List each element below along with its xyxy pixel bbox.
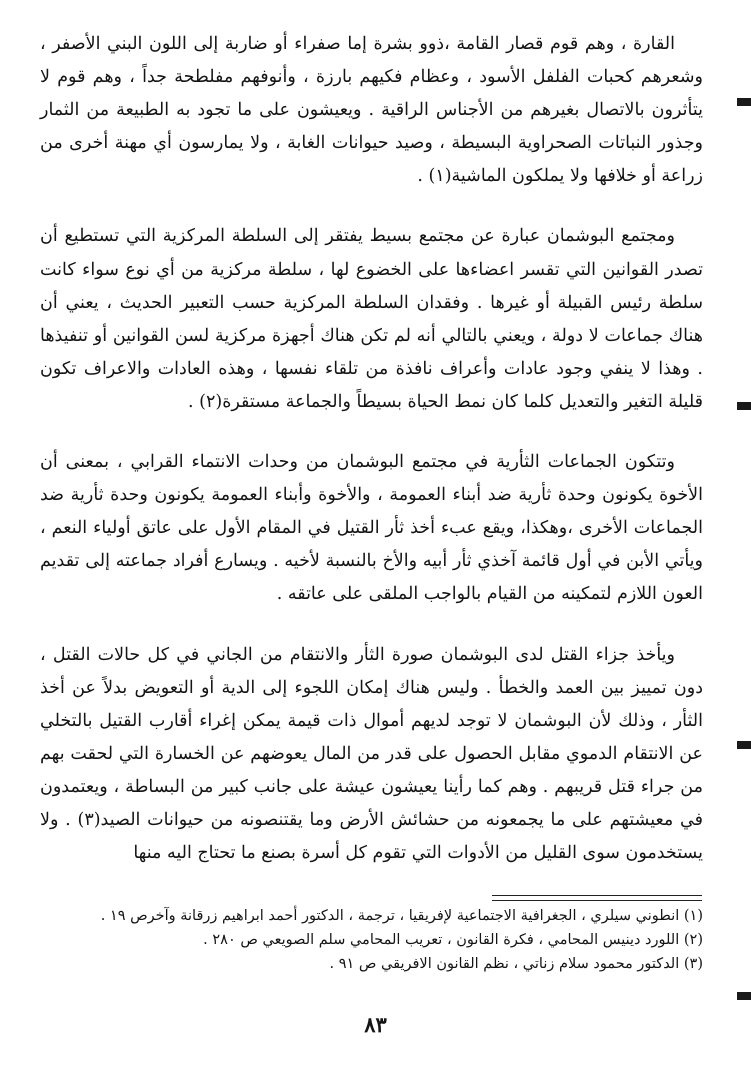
edge-mark (737, 98, 751, 106)
paragraph-gap (40, 193, 703, 220)
paragraph-1: القارة ، وهم قوم قصار القامة ،ذوو بشرة إما صفراء أو ضاربة إلى اللون البني الأصفر ، وشعرهم كحبات الفلفل الأسود ، وعظام فكيهم بارزة ، وأنوفهم مفلطحة جداً ، وهم قوم لا يتأثرون بالاتصال بغيرهم من الأجناس الراقية . ويعيشون على ما تجود به الطبيعة من الثمار وجذور النباتات الصحراوية البسيطة ، وصيد حيوانات الغابة ، ولا يمارسون أي مهنة أخرى من زراعة أو خلافها ولا يملكون الماشية(١) . (40, 34, 703, 187)
paragraph-4: ويأخذ جزاء القتل لدى البوشمان صورة الثأر والانتقام من الجاني في كل حالات القتل ، دون تمييز بين العمد والخطأ . وليس هناك إمكان اللجوء إلى الدية أو التعويض بدلاً عن أخذ الثأر ، وذلك لأن البوشمان لا توجد لديهم أموال ذات قيمة يمكن إغراء أقارب القتيل بالتخلي عن الانتقام الدموي مقابل الحصول على قدر من المال يعوضهم عن الخسارة التي لحقت بهم من جراء قتل قريبهم . وهم كما رأينا يعيشون عيشة على جانب كبير من البساطة ، ويعتمدون في معيشتهم على ما يجمعونه من حشائش الأرض وما يقتنصونه من حيوانات الصيد(٣) . ولا يستخدمون سوى القليل من الأدوات التي تقوم كل أسرة بصنع ما تحتاج اليه منها (40, 644, 703, 864)
body-text (40, 28, 703, 870)
footnote-1: (١) انطوني سيلري ، الجغرافية الاجتماعية لإفريقيا ، ترجمة ، الدكتور أحمد ابراهيم زرقانة وآخرص ١٩ . (100, 908, 703, 924)
paragraph-3: وتتكون الجماعات الثأرية في مجتمع البوشمان من وحدات الانتماء القرابي ، بمعنى أن الأخوة يكونون وحدة ثأرية ضد أبناء العمومة ، والأخوة وأبناء العمومة يكونون وحدة ثأرية ضد الجماعات الأخرى ،وهكذا، ويقع عبء أخذ ثأر القتيل في المقام الأول على عاتق أولياء النعم ، ويأتي الأبن في أول قائمة آخذي ثأر أبيه والأخ بالنسبة لأخيه . ويسارع أفراد جماعته إلى تقديم العون اللازم لتمكينه من القيام بالواجب الملقى على عاتقه . (40, 452, 703, 605)
footnote-3: (٣) الدكتور محمود سلام زناتي ، نظم القانون الافريقي ص ٩١ . (329, 956, 703, 972)
footnotes (40, 904, 703, 976)
footnote-separator (492, 895, 702, 901)
edge-mark (737, 741, 751, 749)
edge-mark (737, 992, 751, 1000)
paragraph-gap (40, 419, 703, 446)
paragraph-2: ومجتمع البوشمان عبارة عن مجتمع بسيط يفتقر إلى السلطة المركزية التي تستطيع أن تصدر القوانين التي تقسر اعضاءها على الخضوع لها ، سلطة مركزية من أي نوع سواء كانت سلطة رئيس القبيلة أو غيرها . وفقدان السلطة المركزية حسب التعبير الحديث ، يعني أن هناك جماعات لا دولة ، ويعني بالتالي أنه لم تكن هناك أجهزة مركزية لسن القوانين أو تنفيذها . وهذا لا ينفي وجود عادات وأعراف نافذة من تلقاء نفسها ، وهذه العادات والاعراف تكون قليلة التغير والتعديل كلما كان نمط الحياة بسيطاً والجماعة مستقرة(٢) . (40, 226, 703, 412)
page-number: ٨٣ (364, 1012, 387, 1037)
footnote-2: (٢) اللورد دينيس المحامي ، فكرة القانون ، تعريب المحامي سلم الصويعي ص ٢٨٠ . (203, 932, 703, 948)
paragraph-gap (40, 612, 703, 639)
edge-mark (737, 402, 751, 410)
